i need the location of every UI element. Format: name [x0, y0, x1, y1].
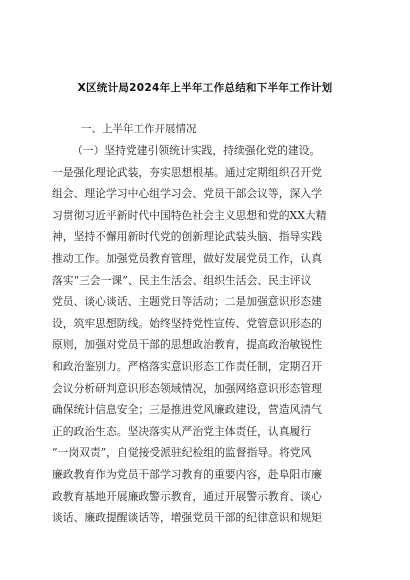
paragraph-line: 谈话、廉政提醒谈话等，增强党员干部的纪律意识和规矩 — [52, 511, 322, 525]
paragraph-line: 组会、理论学习中心组学习会、党员干部会议等，深入学 — [52, 187, 322, 201]
paragraph-line: 落实“三会一课”、民主生活会、组织生活会、民主评议 — [52, 273, 312, 287]
paragraph-line: 一是强化理论武装，夯实思想根基。通过定期组织召开党 — [52, 165, 322, 179]
paragraph-line: 廉政教育作为党员干部学习教育的重要内容，赴阜阳市廉 — [52, 467, 322, 481]
paragraph-line: 原则，加强对党员干部的思想政治教育，提高政治敏锐性 — [52, 338, 322, 352]
paragraph-line: 党员、谈心谈话、主题党日等活动；二是加强意识形态建 — [52, 295, 322, 309]
document-body — [52, 140, 362, 529]
paragraph-line: 推动工作。加强党员教育管理，做好发展党员工作，认真 — [52, 251, 322, 265]
paragraph-line: “一岗双责”，自觉接受派驻纪检组的监督指导。将党风 — [52, 446, 312, 460]
section-heading: 一、上半年工作开展情况 — [81, 123, 197, 135]
paragraph-line: 确保统计信息安全；三是推进党风廉政建设，营造风清气 — [52, 403, 322, 417]
paragraph-line: 政教育基地开展廉政警示教育，通过开展警示教育、谈心 — [52, 489, 322, 503]
paragraph-line: （一）坚持党建引领统计实践，持续强化党的建设。 — [72, 144, 321, 157]
paragraph-line: 正的政治生态。坚决落实从严治党主体责任，认真履行 — [52, 424, 312, 438]
paragraph-line: 和政治鉴别力。严格落实意识形态工作责任制，定期召开 — [52, 359, 322, 373]
paragraph-line: 会议分析研判意识形态领域情况，加强网络意识形态管理 — [52, 381, 322, 395]
paragraph-line: 习贯彻习近平新时代中国特色社会主义思想和党的XX大精 — [52, 208, 327, 222]
paragraph-line: 神，坚持不懈用新时代党的创新理论武装头脑、指导实践 — [52, 230, 322, 244]
document-title: X区统计局2024年上半年工作总结和下半年工作计划 — [77, 82, 333, 94]
paragraph-line: 设，筑牢思想防线。始终坚持党性宣传、党管意识形态的 — [52, 316, 322, 330]
